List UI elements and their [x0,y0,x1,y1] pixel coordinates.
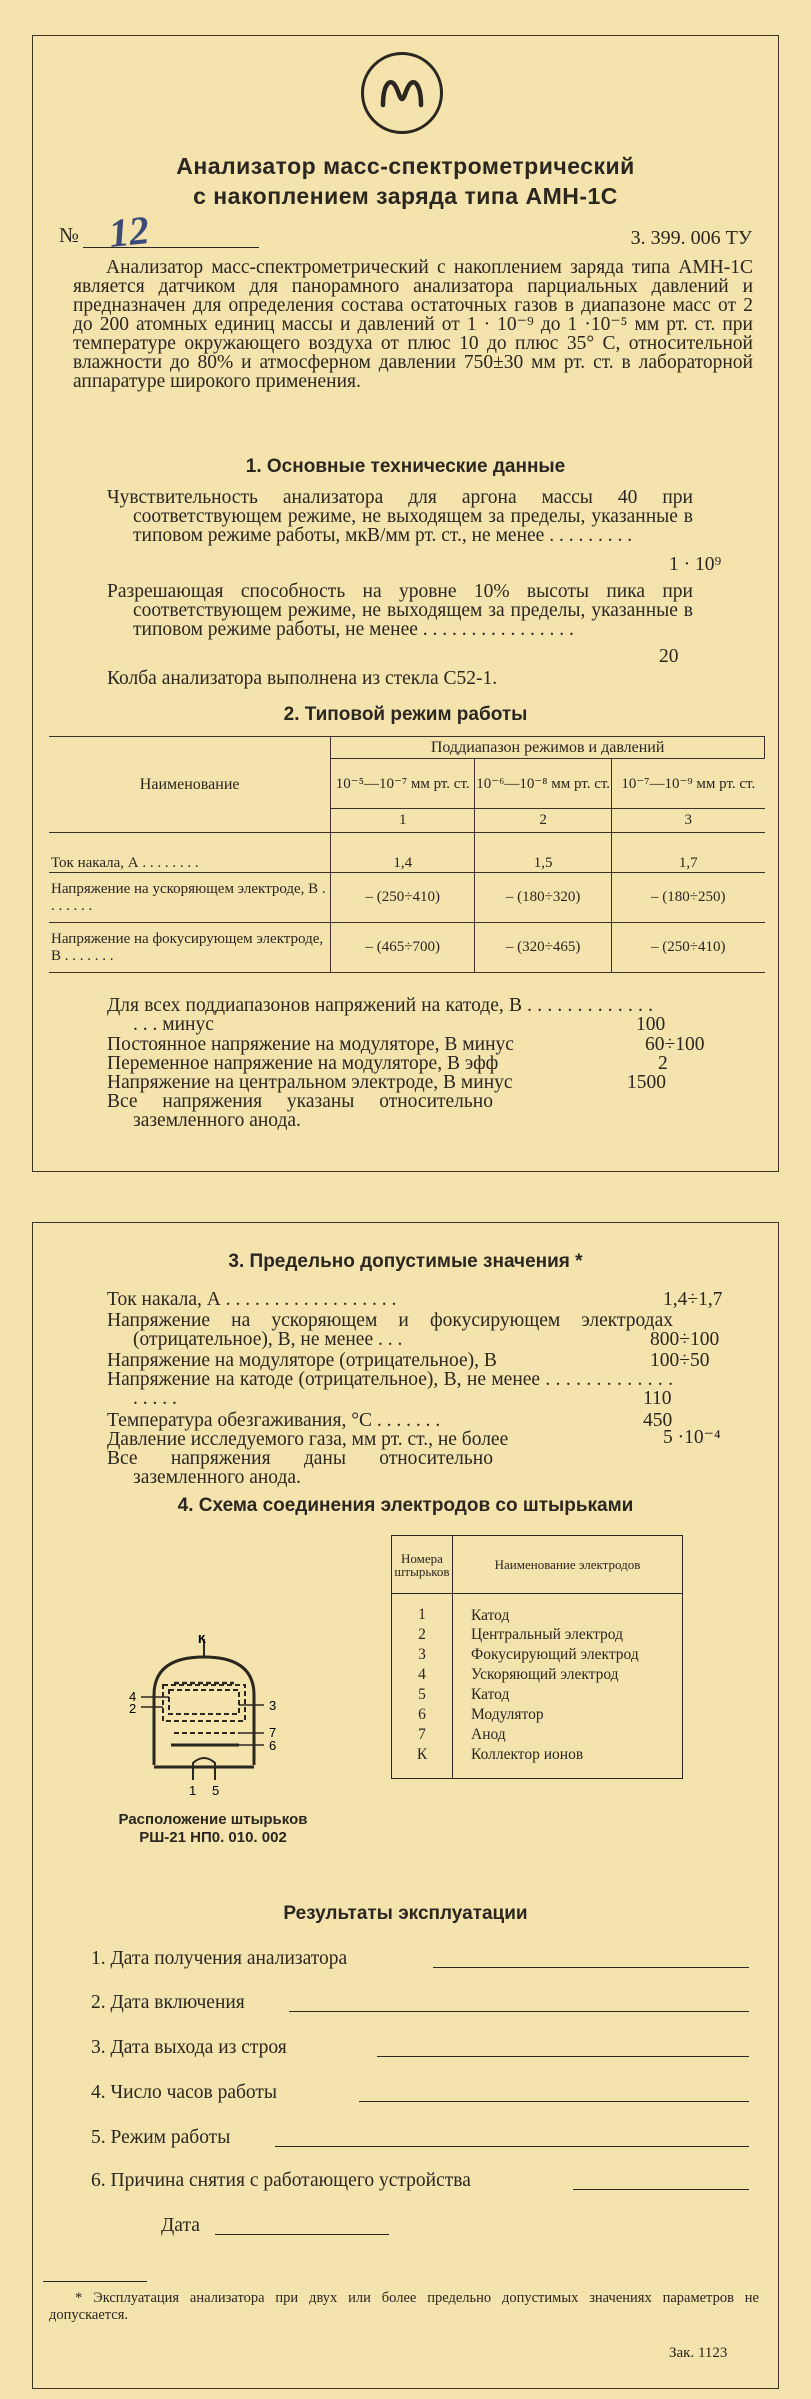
handwritten-number: 12 [106,207,152,256]
section3-heading: 3. Предельно допустимые значения * [228,1251,583,1272]
subrange-3-header: 10⁻⁷—10⁻⁹ мм рт. ст. [612,759,765,809]
pins-col-name-header: Наименование электродов [453,1536,683,1594]
pins-col-number-header: Номера штырьков [392,1536,453,1594]
pin-name: Центральный электрод [471,1626,623,1643]
pin-number: 1 [392,1594,453,1626]
diagram-label-5: 5 [212,1783,220,1798]
subrange-2-header: 10⁻⁶—10⁻⁸ мм рт. ст. [475,759,612,809]
section2-heading: 2. Типовой режим работы [283,704,528,725]
col-name-header: Наименование [49,737,331,833]
grounded-anode-note: Все напряжения указаны относительно заземленного анода. [107,1091,493,1131]
diagram-label-k: К [198,1635,206,1646]
table-cell: – (320÷465) [475,923,612,973]
number-underline [83,247,259,248]
accel-focus-voltage-value: 800÷100 [650,1329,720,1350]
footnote-rule [43,2281,147,2282]
modulator-ac-text: Переменное напряжение на модуляторе, В эфф [107,1053,499,1074]
resolution-text: Разрешающая способность на уровне 10% высоты пика при соответствующем режиме, не выходящем за пределы, указанные в типовом режиме работы, не менее . . . . . . . . . . . . . . . . [107,581,693,640]
document-title-line1: Анализатор масс-спектрометрический [176,153,635,179]
pin-number: 2 [392,1625,453,1645]
diagram-code: РШ-21 НП0. 010. 002 [139,1829,287,1846]
pins-table [391,1535,683,1779]
pin-number: 4 [392,1665,453,1685]
col-number-2: 2 [475,809,612,833]
table-cell: – (250÷410) [612,923,765,973]
pin-layout-diagram [99,1635,309,1805]
central-electrode-text: Напряжение на центральном электроде, В минус [107,1072,513,1093]
table-row [49,923,765,973]
modulator-dc-text: Постоянное напряжение на модуляторе, В минус [107,1034,514,1055]
pin-name: Коллектор ионов [471,1745,584,1763]
sensitivity-value: 1 · 10⁹ [669,554,722,575]
pin-name: Ускоряющий электрод [471,1666,619,1683]
subrange-1-header: 10⁻⁵—10⁻⁷ мм рт. ст. [331,759,475,809]
number-prefix: № [59,223,80,247]
result-mode-line [275,2146,749,2147]
heater-current-text: Ток накала, А . . . . . . . . . . . . . . . . . . [107,1289,397,1310]
result-failure-label: 3. Дата выхода из строя [91,2037,287,2058]
table-cell: 1,7 [612,833,765,873]
diagram-label-6: 6 [269,1738,277,1753]
pin-number: 5 [392,1685,453,1705]
results-heading: Результаты эксплуатации [283,1903,528,1924]
section4-heading: 4. Схема соединения электродов со штырьками [177,1495,634,1516]
degassing-temp-text: Температура обезгаживания, °С . . . . . . . [107,1410,441,1431]
diagram-label-2: 2 [129,1701,137,1716]
sensitivity-text: Чувствительность анализатора для аргона массы 40 при соответствующем режиме, не выходящем за пределы, указанные в типовом режиме работы, мкВ/мм рт. ст., не менее . . . . . . . . . [107,487,693,546]
cathode-limit-text: Напряжение на катоде (отрицательное), В, не менее . . . . . . . . . . . . . . . . . . [107,1369,673,1409]
heater-current-value: 1,4÷1,7 [663,1289,723,1310]
result-hours-label: 4. Число часов работы [91,2082,278,2103]
modulator-dc-value: 60÷100 [645,1034,705,1055]
row-name: Ток накала, А . . . . . . . . [49,833,331,873]
table-cell: – (180÷320) [475,873,612,923]
diagram-label-1: 1 [189,1783,197,1798]
pin-name: Катод [471,1606,510,1624]
result-removal-line [573,2189,749,2190]
pin-name: Модулятор [471,1706,544,1723]
result-hours-line [359,2101,749,2102]
bulb-material-text: Колба анализатора выполнена из стекла С52-1. [107,668,498,689]
manufacturer-logo-icon [361,52,443,134]
result-mode-label: 5. Режим работы [91,2127,231,2148]
diagram-label-3: 3 [269,1698,277,1713]
result-received-line [433,1967,749,1968]
pin-name: Фокусирующий электрод [471,1646,639,1663]
section1-heading: 1. Основные технические данные [245,456,566,477]
resolution-value: 20 [659,646,679,667]
result-removal-label: 6. Причина снятия с работающего устройства [91,2170,471,2191]
cathode-limit-value: 110 [643,1388,672,1409]
document-title-line2: с накоплением заряда типа АМН-1С [193,183,618,209]
limits-grounded-note: Все напряжения даны относительно заземленного анода. [107,1448,493,1488]
gas-pressure-text: Давление исследуемого газа, мм рт. ст., не более [107,1429,509,1450]
col-number-3: 3 [612,809,765,833]
gas-pressure-value: 5 ·10⁻⁴ [663,1427,721,1448]
cathode-voltage-text: Для всех поддиапазонов напряжений на катоде, В . . . . . . . . . . . . . . . . минус [107,995,653,1035]
pin-number: 7 [392,1725,453,1745]
table-cell: – (180÷250) [612,873,765,923]
pin-number: К [392,1745,453,1779]
cathode-voltage-value: 100 [636,1014,666,1035]
degassing-temp-value: 450 [643,1410,673,1431]
table-cell: – (465÷700) [331,923,475,973]
result-switched-on-label: 2. Дата включения [91,1992,245,2013]
pin-number: 3 [392,1645,453,1665]
passport-sheet-1 [32,35,779,1172]
footnote: * Эксплуатация анализатора при двух или более предельно допустимых значениях параметров не допускается. [49,2290,759,2323]
modulator-limit-value: 100÷50 [650,1350,710,1371]
table-cell: 1,4 [331,833,475,873]
pin-number: 6 [392,1705,453,1725]
result-failure-line [377,2056,749,2057]
table-row [49,873,765,923]
table-cell: – (250÷410) [331,873,475,923]
pin-name: Катод [471,1686,510,1703]
diagram-label-7: 7 [269,1725,277,1740]
pin-name: Анод [471,1726,506,1743]
table-row [49,833,765,873]
accel-focus-voltage-text: Напряжение на ускоряющем и фокусирующем электродах (отрицательное), В, не менее . . . [107,1310,673,1350]
spec-number: 3. 399. 006 ТУ [630,227,752,249]
passport-sheet-2 [32,1222,779,2389]
order-number: Зак. 1123 [669,2345,728,2361]
table-cell: 1,5 [475,833,612,873]
row-name: Напряжение на ускоряющем электроде, В . . . . . . . [49,873,331,923]
modulator-limit-text: Напряжение на модуляторе (отрицательное), В [107,1350,497,1371]
result-date-line [215,2234,389,2235]
result-received-label: 1. Дата получения анализатора [91,1948,348,1969]
diagram-caption: Расположение штырьков [118,1811,308,1828]
modulator-ac-value: 2 [658,1053,668,1074]
typical-mode-table [49,736,765,973]
diagram-label-4: 4 [129,1689,137,1704]
central-electrode-value: 1500 [627,1072,666,1093]
result-date-label: Дата [161,2215,200,2236]
col-number-1: 1 [331,809,475,833]
row-name: Напряжение на фокусирующем электроде, В . . . . . . . [49,923,331,973]
col-group-header: Поддиапазон режимов и давлений [331,737,765,759]
result-switched-on-line [289,2011,749,2012]
intro-paragraph: Анализатор масс-спектрометрический с накоплением заряда типа АМН-1С является датчиком для панорамного анализатора парциальных давлений и предназначен для определения состава остаточных газов в диапазоне масс от 2 до 200 атомных единиц массы и давлений от 1 · 10⁻⁹ до 1 ·10⁻⁵ мм рт. ст. при температуре окружающего воздуха от плюс 10 до плюс 35° С, относительной влажности до 80% и атмосферном давлении 750±30 мм рт. ст. в лабораторной аппаратуре широкого применения. [73,257,753,392]
